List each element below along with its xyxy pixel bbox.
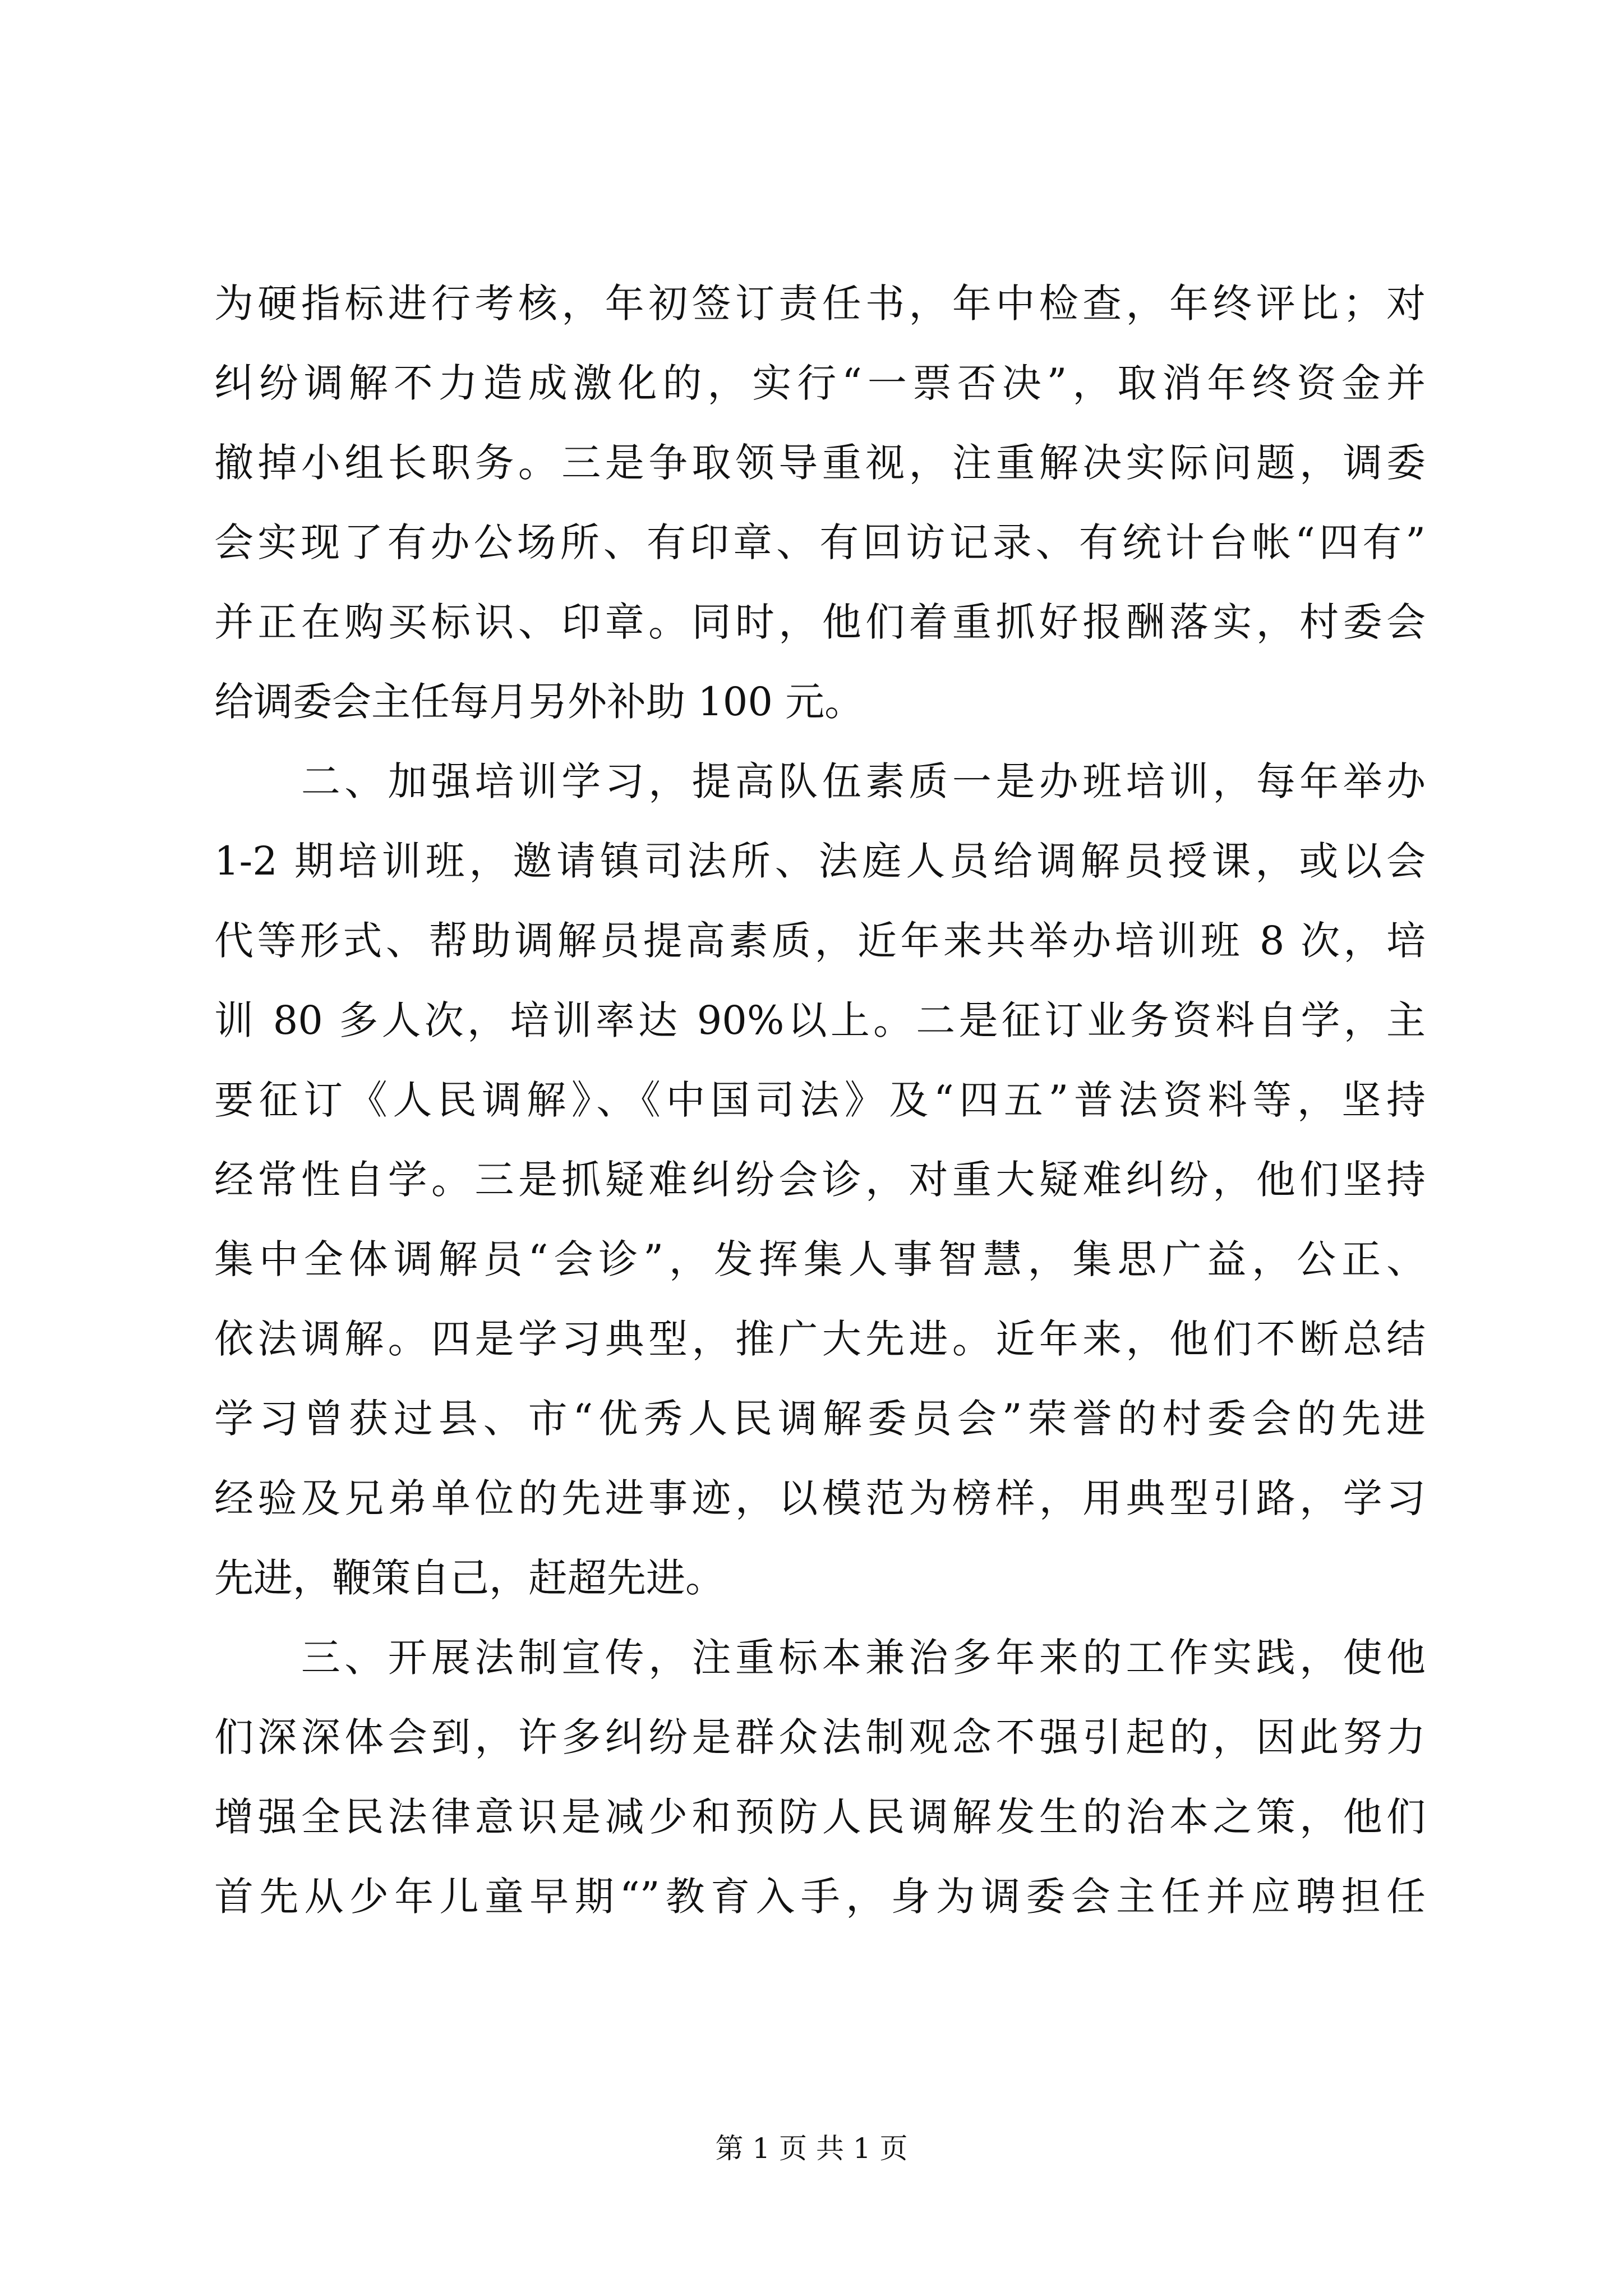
- text-line: 代等形式、帮助调解员提高素质，近年来共举办培训班 8 次，培: [214, 918, 1426, 964]
- text-line: 纠纷调解不力造成激化的，实行“一票否决”，取消年终资金并: [214, 360, 1426, 406]
- document-body: [214, 264, 1426, 1936]
- text-line: 先进，鞭策自己，赶超先进。: [214, 1555, 725, 1601]
- page-footer: [0, 2126, 1623, 2166]
- text-line: 经验及兄弟单位的先进事迹，以模范为榜样，用典型引路，学习: [214, 1475, 1426, 1521]
- text-line: 学习曾获过县、市“优秀人民调解委员会”荣誉的村委会的先进: [214, 1396, 1426, 1442]
- text-line: 要征订《人民调解》、《中国司法》及“四五”普法资料等，坚持: [214, 1077, 1426, 1123]
- text-line: 二、加强培训学习，提高队伍素质一是办班培训，每年举办: [214, 758, 1426, 804]
- text-line: 并正在购买标识、印章。同时，他们着重抓好报酬落实，村委会: [214, 599, 1426, 645]
- text-line: 1-2 期培训班，邀请镇司法所、法庭人员给调解员授课，或以会: [214, 838, 1426, 884]
- text-line: 训 80 多人次，培训率达 90%以上。二是征订业务资料自学，主: [214, 997, 1426, 1043]
- text-line: 们深深体会到，许多纠纷是群众法制观念不强引起的，因此努力: [214, 1714, 1426, 1760]
- text-line: 依法调解。四是学习典型，推广大先进。近年来，他们不断总结: [214, 1316, 1426, 1362]
- text-line: 集中全体调解员“会诊”，发挥集人事智慧，集思广益，公正、: [214, 1236, 1426, 1282]
- text-line: 首先从少年儿童早期“”教育入手，身为调委会主任并应聘担任: [214, 1874, 1426, 1920]
- page-number-label: 第 1 页 共 1 页: [715, 2132, 908, 2165]
- text-line: 会实现了有办公场所、有印章、有回访记录、有统计台帐“四有”: [214, 519, 1426, 565]
- text-line: 撤掉小组长职务。三是争取领导重视，注重解决实际问题，调委: [214, 440, 1426, 486]
- text-line: 为硬指标进行考核，年初签订责任书，年中检查，年终评比；对: [214, 280, 1426, 326]
- text-line: 经常性自学。三是抓疑难纠纷会诊，对重大疑难纠纷，他们坚持: [214, 1157, 1426, 1203]
- text-line: 三、开展法制宣传，注重标本兼治多年来的工作实践，使他: [214, 1635, 1426, 1681]
- text-line: 增强全民法律意识是减少和预防人民调解发生的治本之策，他们: [214, 1794, 1426, 1840]
- text-line: 给调委会主任每月另外补助 100 元。: [214, 679, 864, 725]
